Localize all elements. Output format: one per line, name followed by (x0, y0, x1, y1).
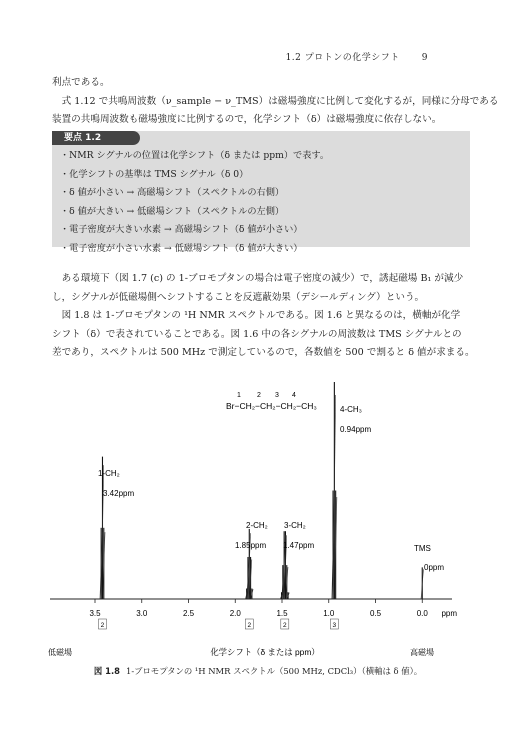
keypoint-title: 要点 1.2 (52, 131, 140, 145)
x-axis-ticks (89, 599, 457, 618)
text-line: 式 1.12 で共鳴周波数（ν_sample − ν_TMS）は磁場強度に比例して変化するが，同様に分母である (52, 95, 499, 107)
x-tick-label: 1.5 (276, 609, 288, 618)
integral-value: 2 (282, 622, 287, 629)
text-line: 図 1.8 は 1-ブロモプタンの ¹H NMR スペクトルである。図 1.6 と異なるのは，横軸が化学 (52, 310, 461, 321)
nmr-spectrum-chart (40, 365, 470, 662)
page-number: 9 (421, 53, 428, 63)
figure-label: 図 1.8 (93, 666, 121, 676)
keypoint-item: ・δ 値が小さい → 高磁場シフト（スペクトルの右側） (60, 187, 285, 199)
atom-number: 3 (275, 392, 279, 399)
keypoint-item: ・δ 値が大きい → 低磁場シフト（スペクトルの左側） (60, 205, 285, 217)
x-tick-label: 3.5 (89, 609, 101, 618)
low-field-label: 低磁場 (48, 648, 72, 657)
peak-shift-label: 0.94ppm (340, 425, 372, 434)
peak-shift-label: 3.42ppm (103, 489, 135, 498)
keypoint-item: ・化学シフトの基準は TMS シグナル（δ 0） (60, 168, 249, 180)
atom-number: 1 (237, 392, 241, 399)
x-axis-title: 化学シフト（δ または ppm） (210, 647, 320, 657)
caption-text: 1-ブロモプタンの ¹H NMR スペクトル（500 MHz, CDCl₃）（横軸は δ 値）。 (126, 666, 423, 676)
intro-paragraph (52, 74, 499, 130)
structure-formula (226, 392, 317, 411)
keypoint-item: ・電子密度が大きい水素 → 高磁場シフト（δ 値が小さい） (60, 224, 303, 236)
x-tick-label: 3.0 (136, 609, 148, 618)
peak-shift-label: 1.47ppm (283, 541, 315, 550)
integral-value: 2 (100, 622, 105, 629)
x-tick-label: 2.5 (182, 609, 195, 618)
text-line: 利点である。 (52, 77, 110, 88)
keypoint-item: ・電子密度が小さい水素 → 低磁場シフト（δ 値が大きい） (60, 242, 303, 254)
integral-value: 2 (247, 622, 252, 629)
peak-2-CH₂ (245, 529, 253, 599)
peak-group-label: 4-CH₃ (340, 405, 362, 414)
high-field-label: 高磁場 (410, 648, 434, 657)
keypoint-list (60, 147, 329, 259)
peak-4-CH₃ (332, 382, 337, 599)
formula-text: Br−CH₂−CH₂−CH₂−CH₃ (226, 401, 317, 411)
atom-number: 2 (257, 392, 261, 399)
peak-group-label: 3-CH₂ (284, 521, 306, 530)
peak-group-label: 1-CH₂ (98, 469, 120, 478)
body-paragraph (52, 270, 475, 363)
peak-group-label: 2-CH₂ (246, 521, 268, 530)
peak-TMS (421, 567, 423, 599)
section-title: 1.2 プロトンの化学シフト (285, 53, 400, 63)
x-unit-label: ppm (441, 609, 458, 618)
x-tick-label: 0.0 (416, 609, 428, 618)
text-line: 差であり，スペクトルは 500 MHz で測定しているので，各数値を 500 で割ると δ 値が求まる。 (52, 347, 475, 358)
figure-caption (0, 665, 516, 677)
peak-shift-label: 0ppm (424, 563, 445, 572)
text-line: ある環境下（図 1.7 (c) の 1-ブロモプタンの場合は電子密度の減少）で，誘起磁場 B₁ が減少 (52, 273, 464, 284)
atom-number: 4 (292, 392, 296, 399)
text-line: し，シグナルが低磁場側へシフトすることを反遮蔽効果（デシールディング）という。 (52, 291, 425, 303)
peak-group-label: TMS (414, 544, 431, 553)
peak-shift-label: 1.85ppm (235, 541, 267, 550)
text-line: 装置の共鳴周波数も磁場強度に比例するので，化学シフト（δ）は磁場強度に依存しない。 (52, 114, 442, 125)
spectrum-peaks (98, 382, 444, 599)
integral-marks (98, 619, 338, 629)
x-tick-label: 1.0 (323, 609, 335, 618)
text-line: シフト（δ）で表されていることである。図 1.6 中の各シグナルの周波数は TMS シグナルとの (52, 328, 462, 340)
running-header (286, 50, 428, 63)
keypoint-item: ・NMR シグナルの位置は化学シフト（δ または ppm）で表す。 (60, 150, 330, 161)
x-tick-label: 2.0 (229, 609, 241, 618)
integral-value: 3 (332, 622, 337, 629)
x-tick-label: 0.5 (369, 609, 382, 618)
